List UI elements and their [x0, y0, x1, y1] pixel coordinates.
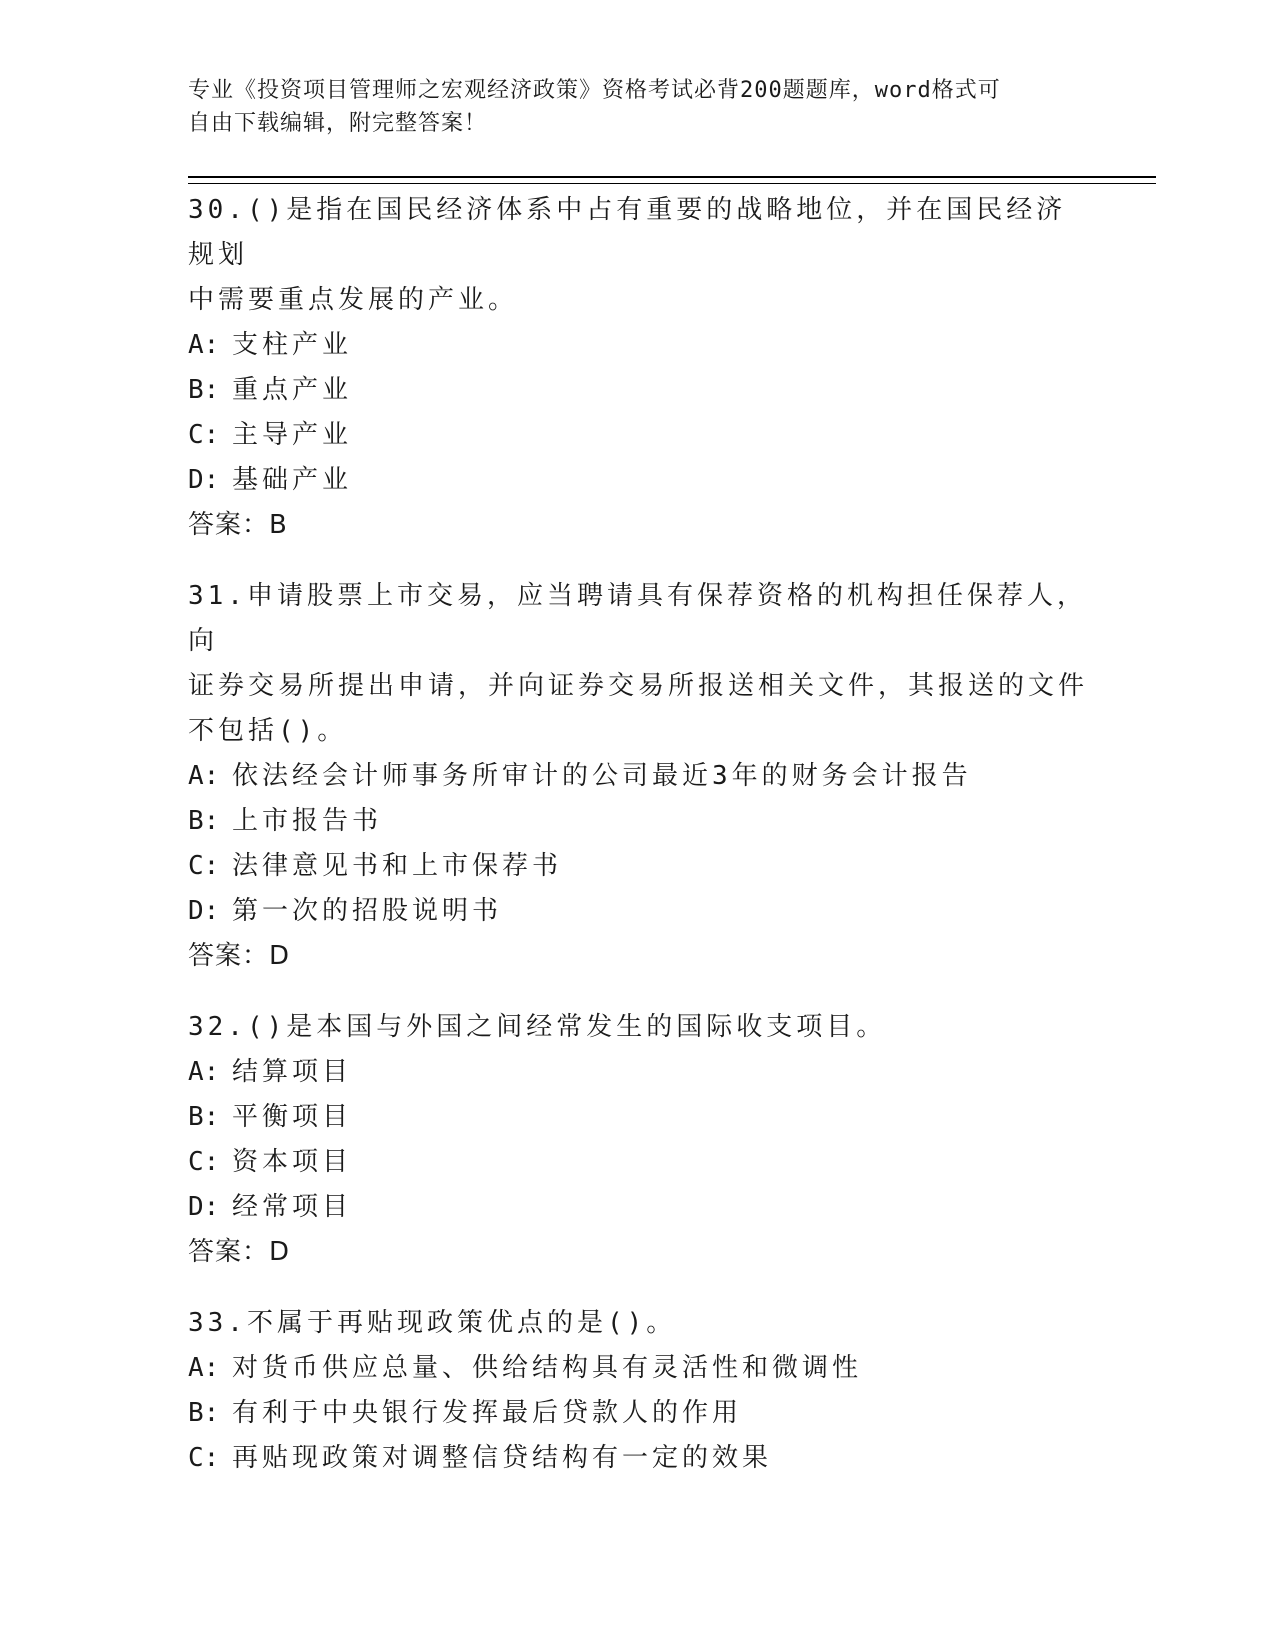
option-a: [188, 1050, 1088, 1095]
option-text: 资本项目: [232, 1147, 353, 1177]
option-letter: B:: [188, 375, 220, 405]
option-text: 重点产业: [232, 375, 353, 405]
document-header: [188, 74, 1088, 140]
option-text: 对货币供应总量、供给结构具有灵活性和微调性: [232, 1353, 863, 1383]
option-a: [188, 1346, 1088, 1391]
option-a: [188, 754, 1088, 799]
header-line-2: 自由下载编辑，附完整答案！: [188, 111, 488, 136]
header-divider-thin: [188, 183, 1156, 184]
option-text: 再贴现政策对调整信贷结构有一定的效果: [232, 1443, 773, 1473]
question-33: [188, 1301, 1088, 1481]
option-text: 法律意见书和上市保荐书: [232, 851, 563, 881]
option-b: [188, 1095, 1088, 1140]
option-c: [188, 413, 1088, 458]
question-stem-line: 33.不属于再贴现政策优点的是()。: [188, 1308, 677, 1338]
question-list: [188, 188, 1088, 1507]
option-letter: B:: [188, 806, 220, 836]
option-letter: B:: [188, 1102, 220, 1132]
option-b: [188, 1391, 1088, 1436]
option-letter: C:: [188, 1147, 220, 1177]
header-divider-thick: [188, 176, 1156, 178]
question-30: [188, 188, 1088, 548]
question-32: [188, 1005, 1088, 1275]
option-a: [188, 323, 1088, 368]
question-31: [188, 574, 1088, 979]
option-text: 结算项目: [232, 1057, 353, 1087]
option-text: 第一次的招股说明书: [232, 896, 503, 926]
answer-line: 答案：B: [188, 510, 288, 540]
option-text: 主导产业: [232, 420, 353, 450]
option-c: [188, 1436, 1088, 1481]
option-c: [188, 1140, 1088, 1185]
option-text: 经常项目: [232, 1192, 353, 1222]
option-letter: C:: [188, 1443, 220, 1473]
question-stem-line: 不包括()。: [188, 716, 348, 746]
option-letter: B:: [188, 1398, 220, 1428]
option-letter: D:: [188, 896, 220, 926]
header-line-1: 专业《投资项目管理师之宏观经济政策》资格考试必背200题题库，word格式可: [188, 78, 1001, 103]
question-stem-line: 中需要重点发展的产业。: [188, 285, 519, 315]
option-text: 平衡项目: [232, 1102, 353, 1132]
option-letter: A:: [188, 761, 220, 791]
option-letter: D:: [188, 1192, 220, 1222]
option-letter: A:: [188, 330, 220, 360]
option-letter: C:: [188, 851, 220, 881]
option-b: [188, 368, 1088, 413]
option-text: 上市报告书: [232, 806, 383, 836]
option-letter: A:: [188, 1057, 220, 1087]
option-text: 有利于中央银行发挥最后贷款人的作用: [232, 1398, 743, 1428]
option-d: [188, 889, 1088, 934]
option-text: 基础产业: [232, 465, 353, 495]
option-d: [188, 1185, 1088, 1230]
question-stem-line: 31.申请股票上市交易，应当聘请具有保荐资格的机构担任保荐人，向: [188, 581, 1087, 656]
option-d: [188, 458, 1088, 503]
answer-line: 答案：D: [188, 1237, 291, 1267]
option-text: 支柱产业: [232, 330, 353, 360]
answer-line: 答案：D: [188, 941, 291, 971]
option-b: [188, 799, 1088, 844]
option-letter: D:: [188, 465, 220, 495]
option-letter: C:: [188, 420, 220, 450]
option-c: [188, 844, 1088, 889]
question-stem-line: 证券交易所提出申请，并向证券交易所报送相关文件，其报送的文件: [188, 671, 1089, 701]
question-stem-line: 30.()是指在国民经济体系中占有重要的战略地位，并在国民经济规划: [188, 195, 1067, 270]
option-text: 依法经会计师事务所审计的公司最近3年的财务会计报告: [232, 761, 972, 791]
option-letter: A:: [188, 1353, 220, 1383]
question-stem-line: 32.()是本国与外国之间经常发生的国际收支项目。: [188, 1012, 887, 1042]
